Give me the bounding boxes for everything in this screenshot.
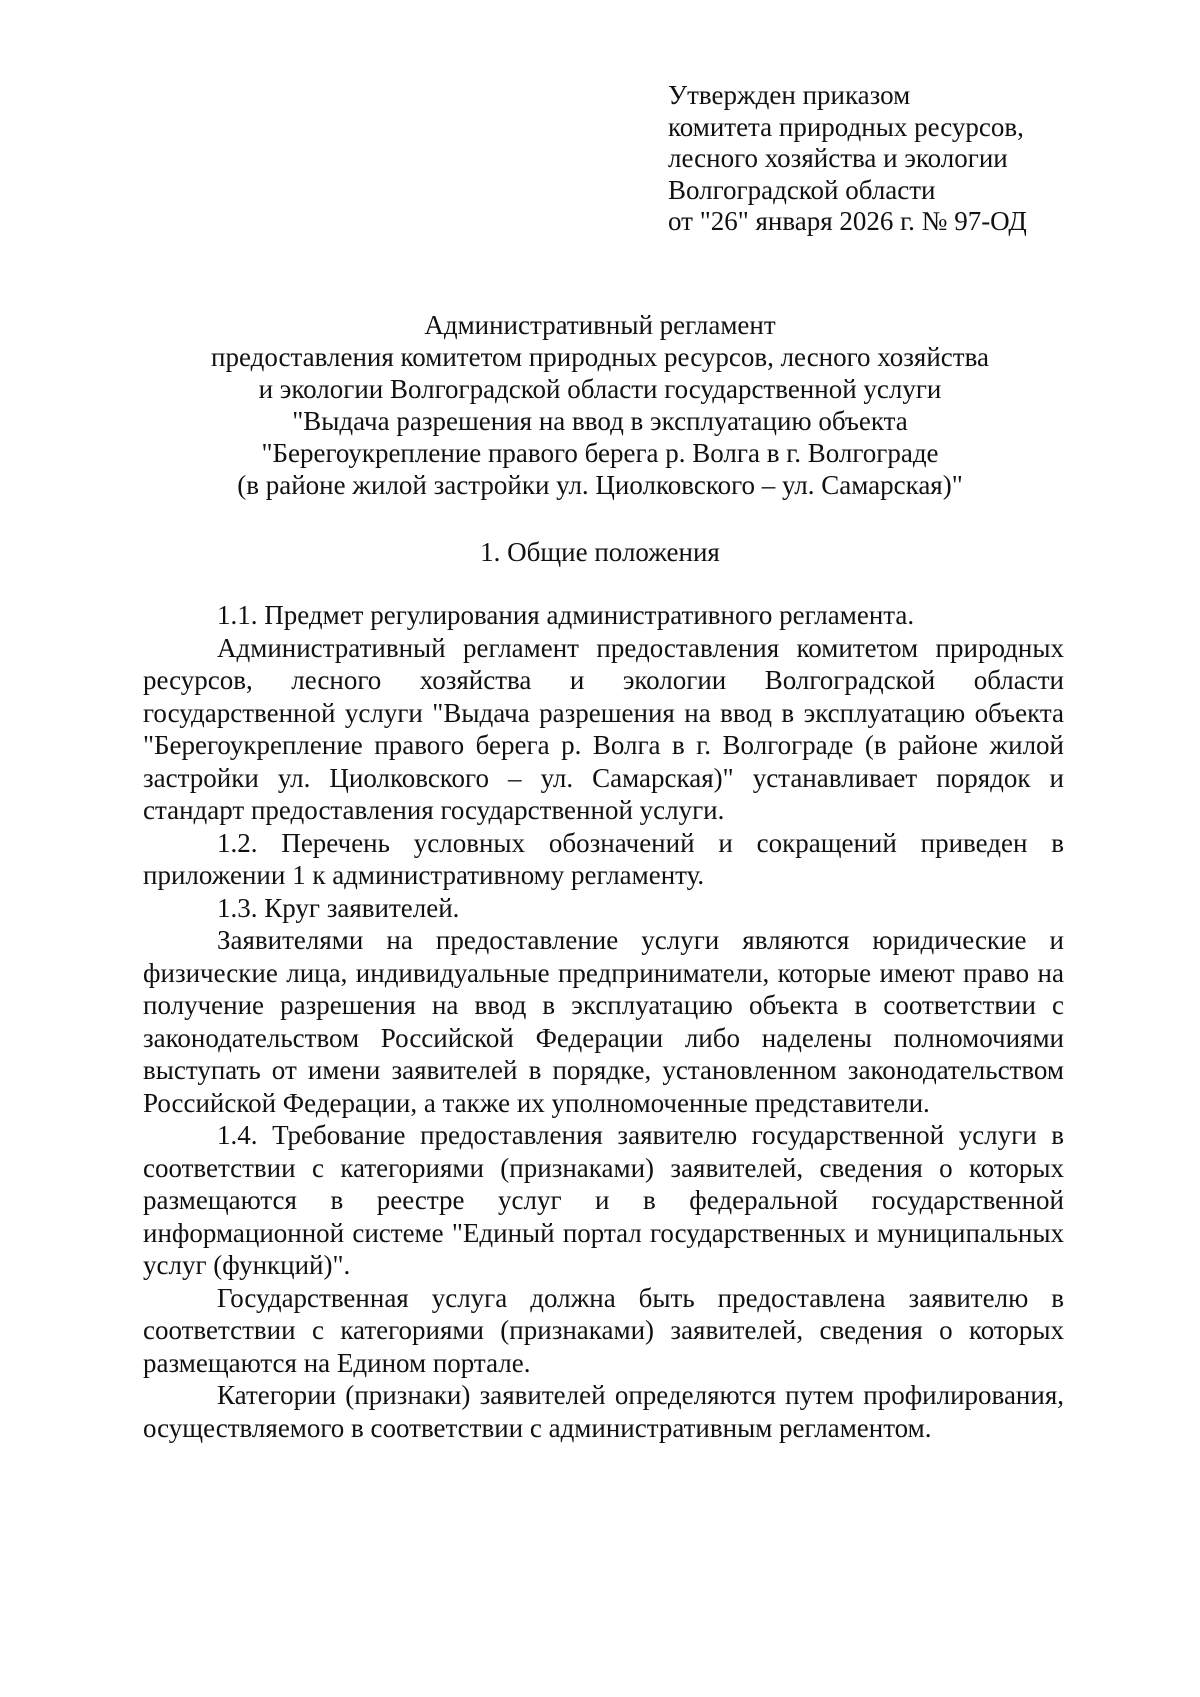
approval-line: от "26" января 2026 г. № 97-ОД [668,206,1027,236]
title-line: "Выдача разрешения на ввод в эксплуатацию объекта [292,406,908,436]
paragraph: Государственная услуга должна быть предоставлена заявителю в соответствии с категориями (признаками) заявителей, сведения о которых размещаются на Едином портале. [143,1282,1064,1378]
section-heading: 1. Общие положения [480,537,720,567]
paragraph: Заявителями на предоставление услуги являются юридические и физические лица, индивидуальные предприниматели, которые имеют право на получение разрешения на ввод в эксплуатацию объекта в соответствии с законодательством Российской Федерации либо наделены полномочиями выступать от имени заявителей в порядке, установленном законодательством Российской Федерации, а также их уполномоченные представители. [143,925,1064,1118]
title-line: и экологии Волгоградской области государственной услуги [258,374,942,404]
title-line: предоставления комитетом природных ресурсов, лесного хозяйства [211,342,989,372]
section-body [143,599,1064,1444]
paragraph: 1.2. Перечень условных обозначений и сокращений приведен в приложении 1 к административному регламенту. [143,827,1064,890]
title-line: "Берегоукрепление правого берега р. Волга в г. Волгограде [261,438,939,468]
paragraph: Категории (признаки) заявителей определяются путем профилирования, осуществляемого в соответствии с административным регламентом. [143,1380,1064,1443]
paragraph: 1.4. Требование предоставления заявителю государственной услуги в соответствии с категориями (признаками) заявителей, сведения о которых размещаются в реестре услуг и в федеральной государственной информационной системе "Единый портал государственных и муниципальных услуг (функций)". [143,1120,1064,1280]
paragraph: 1.3. Круг заявителей. [217,892,460,923]
title-line: Административный регламент [424,310,776,340]
paragraph: 1.1. Предмет регулирования административного регламента. [217,600,915,630]
approval-line: комитета природных ресурсов, [668,111,1024,142]
approval-line: Волгоградской области [668,174,936,205]
title-line: (в районе жилой застройки ул. Циолковского – ул. Самарская)" [237,470,963,500]
approval-stamp-block [668,80,1088,238]
paragraph: Административный регламент предоставления комитетом природных ресурсов, лесного хозяйства и экологии Волгоградской области государственной услуги "Выдача разрешения на ввод в эксплуатацию объекта "Берегоукрепление правого берега р. Волга в г. Волгограде (в районе жилой застройки ул. Циолковского – ул. Самарская)" устанавливает порядок и стандарт предоставления государственной услуги. [143,632,1064,825]
approval-line: Утвержден приказом [668,80,911,110]
document-title [140,309,1060,501]
approval-line: лесного хозяйства и экологии [668,143,1008,173]
